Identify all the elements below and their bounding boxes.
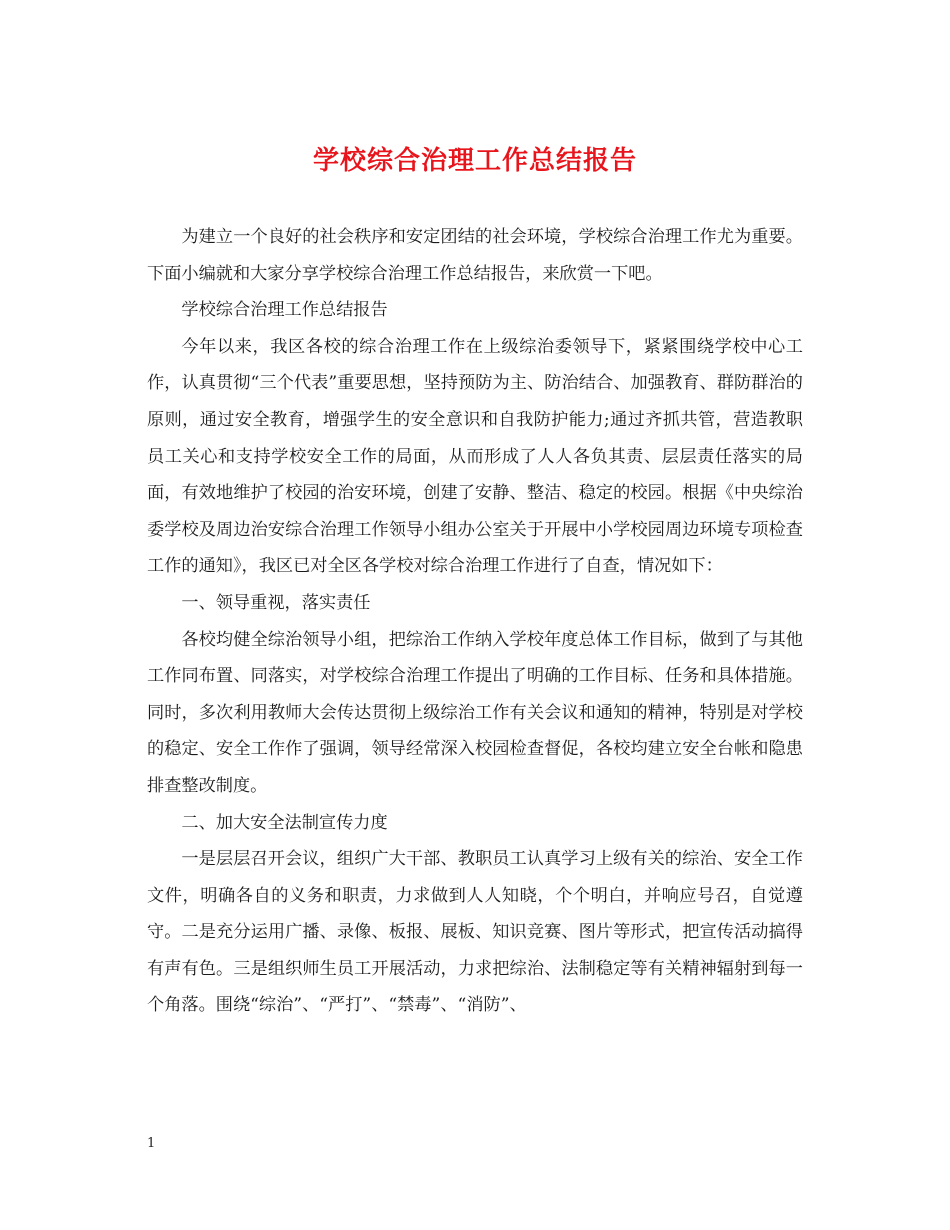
paragraph-intro: 为建立一个良好的社会秩序和安定团结的社会环境，学校综合治理工作尤为重要。下面小编就和大家分享学校综合治理工作总结报告，来欣赏一下吧。: [147, 227, 803, 284]
section-heading-1: 一、领导重视，落实责任: [181, 592, 371, 613]
page-number: 1: [147, 1136, 156, 1151]
section-heading-2: 二、加大安全法制宣传力度: [181, 812, 388, 833]
paragraph-section-2: 一是层层召开会议，组织广大干部、教职员工认真学习上级有关的综治、安全工作文件，明确各自的义务和职责，力求做到人人知晓，个个明白，并响应号召，自觉遵守。二是充分运用广播、录像、板报、展板、知识竞赛、图片等形式，把宣传活动搞得有声有色。三是组织师生员工开展活动，力求把综治、法制稳定等有关精神辐射到每一个角落。围绕“综治”、“严打”、“禁毒”、“消防”、: [147, 849, 803, 1016]
paragraph-subtitle: 学校综合治理工作总结报告: [181, 300, 388, 321]
paragraph-overview: 今年以来，我区各校的综合治理工作在上级综治委领导下，紧紧围绕学校中心工作，认真贯彻“三个代表”重要思想，坚持预防为主、防治结合、加强教育、群防群治的原则，通过安全教育，增强学生的安全意识和自我防护能力;通过齐抓共管，营造教职员工关心和支持学校安全工作的局面，从而形成了人人各负其责、层层责任落实的局面，有效地维护了校园的治安环境，创建了安静、整洁、稳定的校园。根据《中央综治委学校及周边治安综合治理工作领导小组办公室关于开展中小学校园周边环境专项检查工作的通知》，我区已对全区各学校对综合治理工作进行了自查，情况如下：: [147, 336, 803, 577]
document-body: [147, 219, 803, 1024]
document-title: 学校综合治理工作总结报告: [312, 146, 637, 176]
paragraph-section-1: 各校均健全综治领导小组，把综治工作纳入学校年度总体工作目标，做到了与其他工作同布置、同落实，对学校综合治理工作提出了明确的工作目标、任务和具体措施。同时，多次利用教师大会传达贯彻上级综治工作有关会议和通知的精神，特别是对学校的稳定、安全工作作了强调，领导经常深入校园检查督促，各校均建立安全台帐和隐患排查整改制度。: [147, 629, 803, 796]
